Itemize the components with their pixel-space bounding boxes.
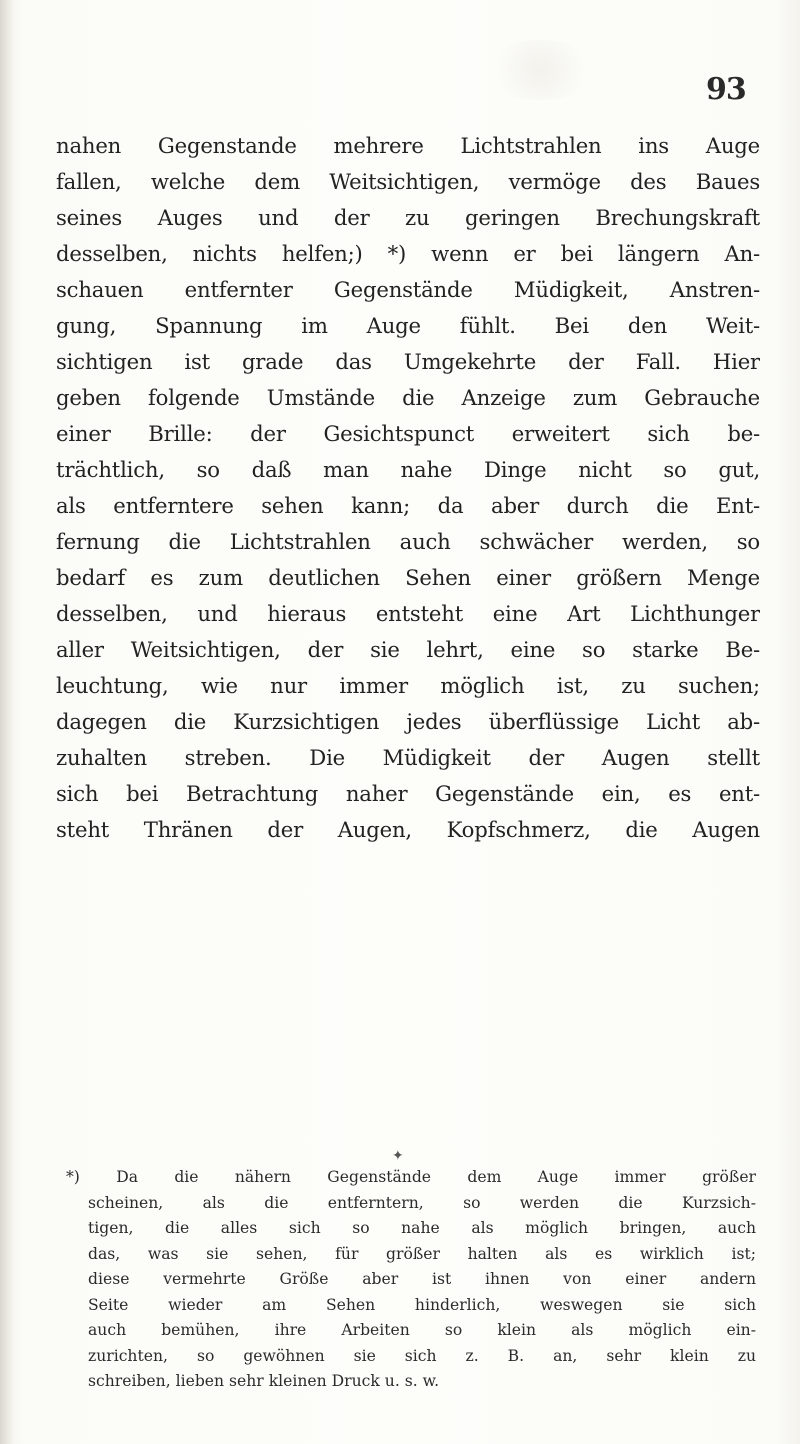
text-line: desselben, nichts helfen;) *) wenn er bei längern An- — [56, 241, 760, 266]
text-line: aller Weitsichtigen, der sie lehrt, eine so starke Be- — [56, 637, 760, 662]
text-line: trächtlich, so daß man nahe Dinge nicht so gut, — [56, 457, 760, 482]
footnote-line: Seite wieder am Sehen hinderlich, weswegen sie sich — [88, 1295, 756, 1314]
text-line: seines Auges und der zu geringen Brechungskraft — [56, 205, 760, 230]
footnote-block — [66, 1165, 756, 1395]
text-line: zuhalten streben. Die Müdigkeit der Augen stellt — [56, 745, 760, 770]
footnote-line: tigen, die alles sich so nahe als möglich bringen, auch — [88, 1219, 756, 1237]
footnote-line: schreiben, lieben sehr kleinen Druck u. s. w. — [88, 1372, 440, 1390]
text-line: sich bei Betrachtung naher Gegenstände ein, es ent- — [56, 781, 760, 806]
text-line: sichtigen ist grade das Umgekehrte der Fall. Hier — [56, 349, 760, 374]
main-text-block — [56, 128, 760, 848]
text-line: bedarf es zum deutlichen Sehen einer größern Menge — [56, 565, 760, 590]
text-line: schauen entfernter Gegenstände Müdigkeit, Anstren- — [56, 277, 760, 302]
text-line: leuchtung, wie nur immer möglich ist, zu suchen; — [56, 673, 760, 698]
text-line: geben folgende Umstände die Anzeige zum Gebrauche — [56, 385, 760, 410]
footnote-line: auch bemühen, ihre Arbeiten so klein als möglich ein- — [88, 1321, 756, 1339]
text-line: nahen Gegenstande mehrere Lichtstrahlen ins Auge — [56, 133, 760, 158]
text-line: dagegen die Kurzsichtigen jedes überflüssige Licht ab- — [56, 709, 760, 734]
page-number: 93 — [706, 72, 746, 107]
footnote-line: *) Da die nähern Gegenstände dem Auge immer größer — [66, 1168, 756, 1186]
footnote-line: scheinen, als die entferntern, so werden die Kurzsich- — [88, 1193, 756, 1212]
footnote-line: diese vermehrte Größe aber ist ihnen von einer andern — [88, 1270, 756, 1288]
text-line: desselben, und hieraus entsteht eine Art Lichthunger — [56, 601, 760, 626]
text-line: einer Brille: der Gesichtspunct erweitert sich be- — [56, 421, 760, 446]
paper-stain — [480, 40, 600, 100]
text-line: steht Thränen der Augen, Kopfschmerz, die Augen — [56, 817, 760, 842]
text-line: fallen, welche dem Weitsichtigen, vermöge des Baues — [56, 169, 760, 194]
text-line: fernung die Lichtstrahlen auch schwächer werden, so — [56, 529, 760, 554]
text-line: als entferntere sehen kann; da aber durch die Ent- — [56, 493, 760, 518]
binding-shadow — [0, 0, 14, 1444]
footnote-separator-mark: ✦ — [392, 1148, 404, 1164]
text-line: gung, Spannung im Auge fühlt. Bei den Weit- — [56, 313, 760, 338]
footnote-line: zurichten, so gewöhnen sie sich z. B. an, sehr klein zu — [88, 1346, 756, 1365]
footnote-line: das, was sie sehen, für größer halten als es wirklich ist; — [88, 1244, 756, 1263]
